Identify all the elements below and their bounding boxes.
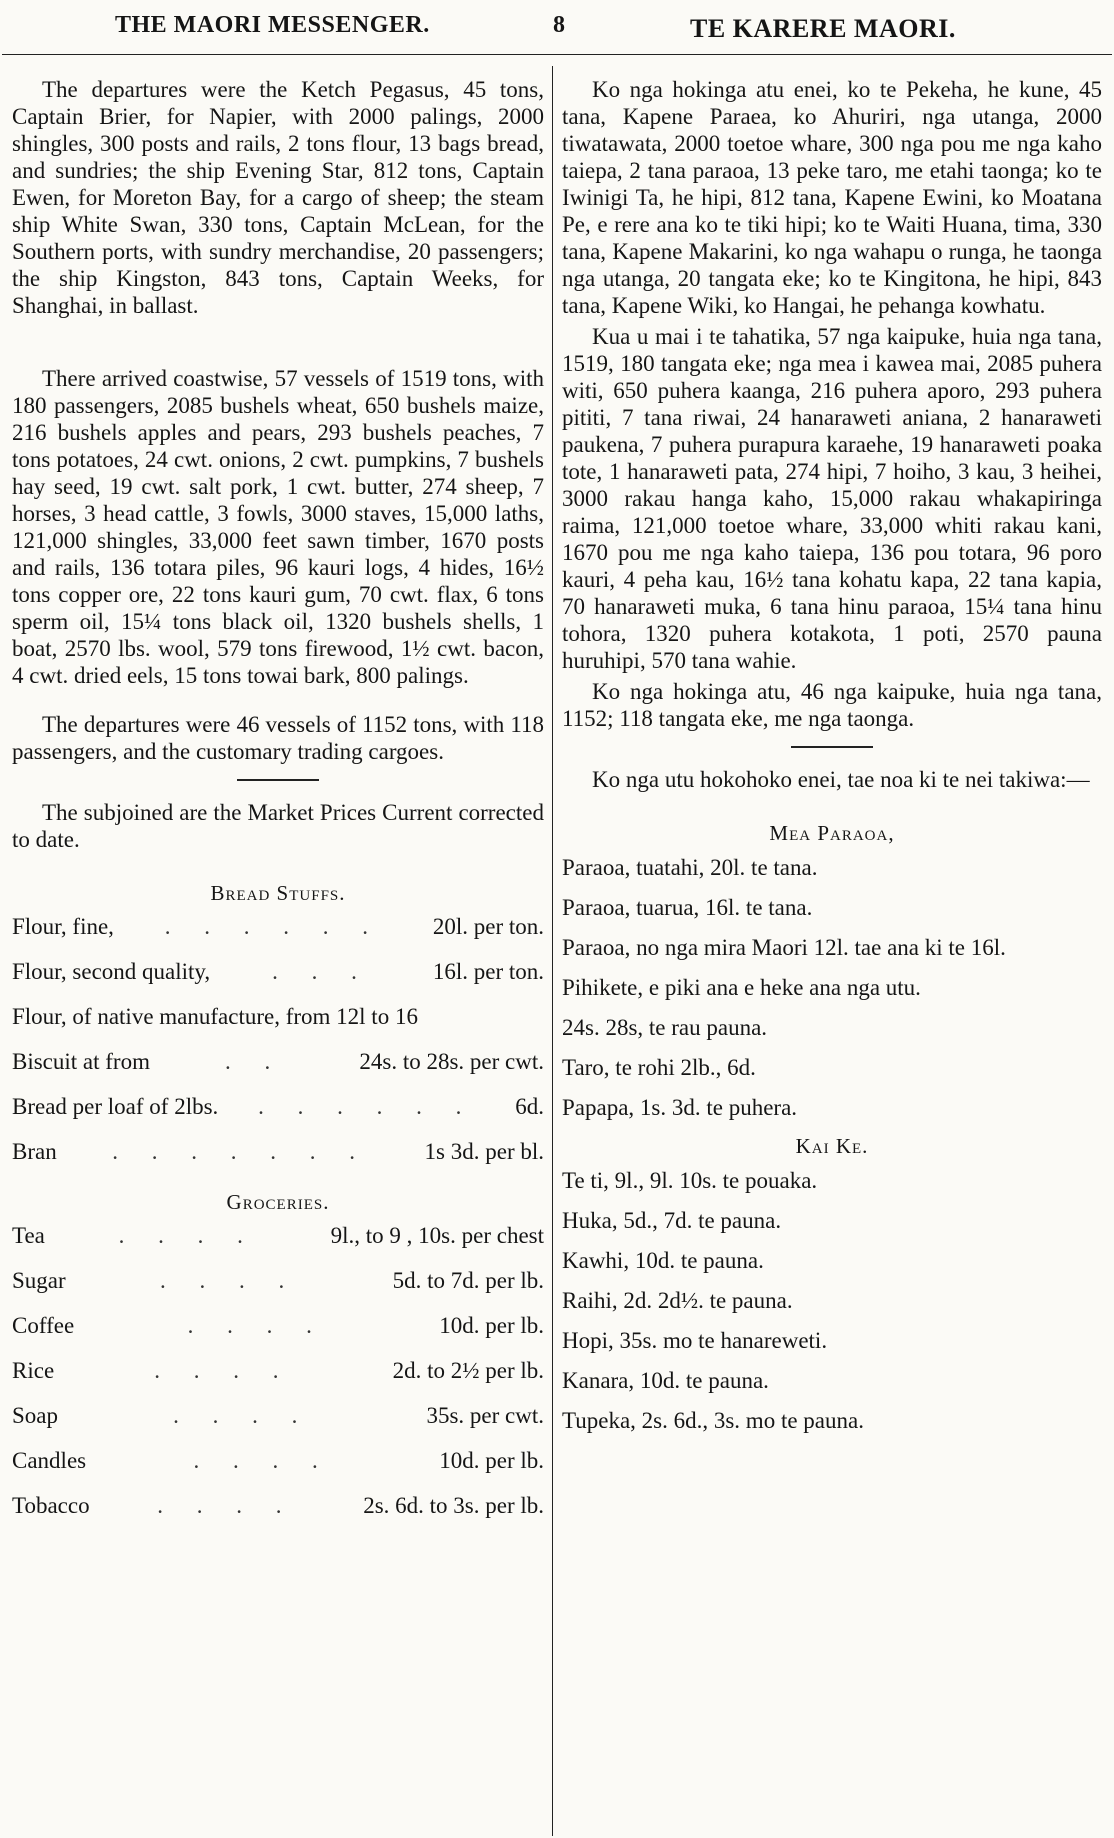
market-prices-intro: The subjoined are the Market Prices Current corrected to date. — [12, 800, 544, 852]
item-name: Tea — [12, 1223, 45, 1248]
masthead-maori: TE KARERE MAORI. — [690, 14, 956, 43]
section-divider — [237, 779, 319, 781]
list-item: Taro, te rohi 2lb., 6d. — [562, 1055, 756, 1080]
arrivals-paragraph: There arrived coastwise, 57 vessels of 1519 tons, with 180 passengers, 2085 bushels wheat, 650 bushels maize, 216 bushels apples and pears, 293 bushels peaches, 7 tons potatoes, 24 cwt. onions, 2 cwt. pumpkins, 7 bushels hay seed, 19 cwt. salt pork, 1 cwt. butter, 274 sheep, 7 horses, 3 head cattle, 3 fowls, 3000 staves, 15,000 laths, 121,000 shingles, 33,000 feet sawn timber, 1670 posts and rails, 136 totara piles, 96 kauri logs, 4 hides, 16½ tons copper ore, 22 tons kauri gum, 70 cwt. flax, 6 tons sperm oil, 15¼ tons black oil, 1320 bushels shells, 1 boat, 2570 lbs. wool, 579 tons firewood, 1½ cwt. bacon, 4 cwt. dried eels, 15 tons towai bark, 800 palings. — [12, 366, 544, 688]
price-row: Bread per loaf of 2lbs. . . . . . . 6d. — [12, 1094, 544, 1119]
market-prices-intro-maori: Ko nga utu hokohoko enei, tae noa ki te nei takiwa:— — [592, 767, 1090, 792]
item-price: 6d. — [515, 1094, 544, 1119]
price-row: Tobacco . . . . 2s. 6d. to 3s. per lb. — [12, 1493, 544, 1518]
item-name: Rice — [12, 1358, 55, 1383]
item-price: 16l. per ton. — [432, 959, 544, 984]
list-item: Paraoa, no nga mira Maori 12l. tae ana ki te 16l. — [562, 935, 1006, 960]
arrivals-paragraph-maori: Kua u mai i te tahatika, 57 nga kaipuke, huia nga tana, 1519, 180 tangata eke; nga mea i kawea mai, 2085 puhera witi, 650 puhera kaanga, 216 puhera aporo, 293 puhera pititi, 7 tana riwai, 24 hanaraweti aniana, 2 hanaraweti paukena, 7 puhera purapura karaehe, 19 hanaraweti poaka tote, 1 hanaraweti pata, 274 hipi, 7 hoiho, 3 kau, 3 heihei, 3000 rakau hanga kaho, 15,000 rakau whakapiringa raima, 121,000 toetoe whare, 33,000 whiti rakau kani, 1670 pou me nga kaho taiepa, 136 pou totara, 96 poro kauri, 4 peha kau, 16½ tana kohatu kapa, 22 tana kapia, 70 hanaraweti muka, 6 tana hinu paraoa, 15¼ tana hinu tohora, 1320 puhera kotakota, 1 poti, 2570 pauna huruhipi, 570 tana wahie. — [562, 324, 1102, 673]
price-row: Flour, second quality, . . . 16l. per ton. — [12, 959, 544, 984]
page-header — [0, 8, 1114, 46]
price-row: Tea . . . . 9l., to 9 , 10s. per chest — [12, 1223, 544, 1248]
price-row — [12, 1004, 544, 1049]
list-item: Papapa, 1s. 3d. te puhera. — [562, 1095, 798, 1120]
item-price: 10d. per lb. — [439, 1448, 544, 1473]
item-name: Flour, of native manufacture, from 12l to 16 — [12, 1004, 418, 1029]
item-name: Flour, second quality, — [12, 959, 211, 984]
maori-column — [562, 76, 1102, 1447]
list-item: 24s. 28s, te rau pauna. — [562, 1015, 768, 1040]
item-name: Coffee — [12, 1313, 75, 1338]
departures-paragraph: The departures were the Ketch Pegasus, 45 tons, Captain Brier, for Napier, with 2000 palings, 2000 shingles, 300 posts and rails, 2 tons flour, 13 bags bread, and sundries; the ship Evening Star, 812 tons, Captain Ewen, for Moreton Bay, for a cargo of sheep; the steam ship White Swan, 330 tons, Captain McLean, for the Southern ports, with sundry merchandise, 20 passengers; the ship Kingston, 843 tons, Captain Weeks, for Shanghai, in ballast. — [12, 77, 544, 318]
item-price: 2s. 6d. to 3s. per lb. — [363, 1493, 544, 1518]
item-name: Bran — [12, 1139, 57, 1164]
bread-stuffs-heading: Bread Stuffs. — [210, 881, 346, 905]
list-item: Te ti, 9l., 9l. 10s. te pouaka. — [562, 1168, 818, 1193]
item-name: Soap — [12, 1403, 58, 1428]
list-item: Hopi, 35s. mo te hanareweti. — [562, 1328, 828, 1353]
list-item: Paraoa, tuarua, 16l. te tana. — [562, 895, 813, 920]
price-row: Flour, fine, . . . . . . 20l. per ton. — [12, 914, 544, 939]
price-row: Bran . . . . . . . 1s 3d. per bl. — [12, 1139, 544, 1164]
item-name: Candles — [12, 1448, 87, 1473]
item-price: 1s 3d. per bl. — [424, 1139, 544, 1164]
section-divider — [791, 746, 873, 748]
item-price: 35s. per cwt. — [426, 1403, 544, 1428]
item-price: 20l. per ton. — [432, 914, 544, 939]
item-name: Bread per loaf of 2lbs. — [12, 1094, 219, 1119]
list-item: Raihi, 2d. 2d½. te pauna. — [562, 1288, 793, 1313]
price-row: Sugar . . . . 5d. to 7d. per lb. — [12, 1268, 544, 1293]
item-price: 2d. to 2½ per lb. — [392, 1358, 544, 1383]
column-divider — [552, 66, 553, 1836]
list-item: Huka, 5d., 7d. te pauna. — [562, 1208, 782, 1233]
price-row: Biscuit at from . . 24s. to 28s. per cwt. — [12, 1049, 544, 1074]
list-item: Kawhi, 10d. te pauna. — [562, 1248, 764, 1273]
price-row: Soap . . . . 35s. per cwt. — [12, 1403, 544, 1428]
groceries-heading: Groceries. — [226, 1190, 330, 1214]
item-name: Sugar — [12, 1268, 66, 1293]
item-price: 5d. to 7d. per lb. — [392, 1268, 544, 1293]
english-column — [12, 76, 544, 1538]
departures-summary-paragraph: The departures were 46 vessels of 1152 tons, with 118 passengers, and the customary trading cargoes. — [12, 712, 544, 764]
price-row: Rice . . . . 2d. to 2½ per lb. — [12, 1358, 544, 1383]
item-name: Biscuit at from — [12, 1049, 150, 1074]
departures-paragraph-maori: Ko nga hokinga atu enei, ko te Pekeha, he kune, 45 tana, Kapene Paraea, ko Ahuriri, nga utanga, 2000 tiwatawata, 2000 toetoe whare, 300 nga pou me nga kaho taiepa, 2 tana paraoa, 13 peke taro, me etahi taonga; ko te Iwinigi Ta, he hipi, 812 tana, Kapene Ewini, ko Moatana Pe, e rere ana ko te tiki hipi; ko te Waiti Huana, tima, 330 tana, Kapene Makarini, ko nga wahapu o runga, he taonga nga utanga, 20 tangata eke; ko te Kingitona, he hipi, 843 tana, Kapene Wiki, ko Hangai, he pehanga kowhatu. — [562, 77, 1102, 318]
item-price: 10d. per lb. — [439, 1313, 544, 1338]
page-number: 8 — [553, 12, 566, 38]
header-rule — [2, 54, 1112, 55]
masthead-english: THE MAORI MESSENGER. — [115, 12, 430, 38]
list-item: Pihikete, e piki ana e heke ana nga utu. — [562, 975, 921, 1000]
item-name: Flour, fine, — [12, 914, 114, 939]
list-item: Kanara, 10d. te pauna. — [562, 1368, 769, 1393]
list-item: Tupeka, 2s. 6d., 3s. mo te pauna. — [562, 1408, 864, 1433]
item-price: 24s. to 28s. per cwt. — [359, 1049, 544, 1074]
price-row: Coffee . . . . 10d. per lb. — [12, 1313, 544, 1338]
list-item: Paraoa, tuatahi, 20l. te tana. — [562, 855, 818, 880]
mea-paraoa-heading: Mea Paraoa, — [769, 821, 895, 845]
kai-ke-heading: Kai Ke. — [795, 1134, 869, 1158]
departures-summary-maori: Ko nga hokinga atu, 46 nga kaipuke, huia nga tana, 1152; 118 tangata eke, me nga taonga. — [562, 679, 1102, 731]
item-name: Tobacco — [12, 1493, 90, 1518]
price-row: Candles . . . . 10d. per lb. — [12, 1448, 544, 1473]
item-price: 9l., to 9 , 10s. per chest — [330, 1223, 544, 1248]
